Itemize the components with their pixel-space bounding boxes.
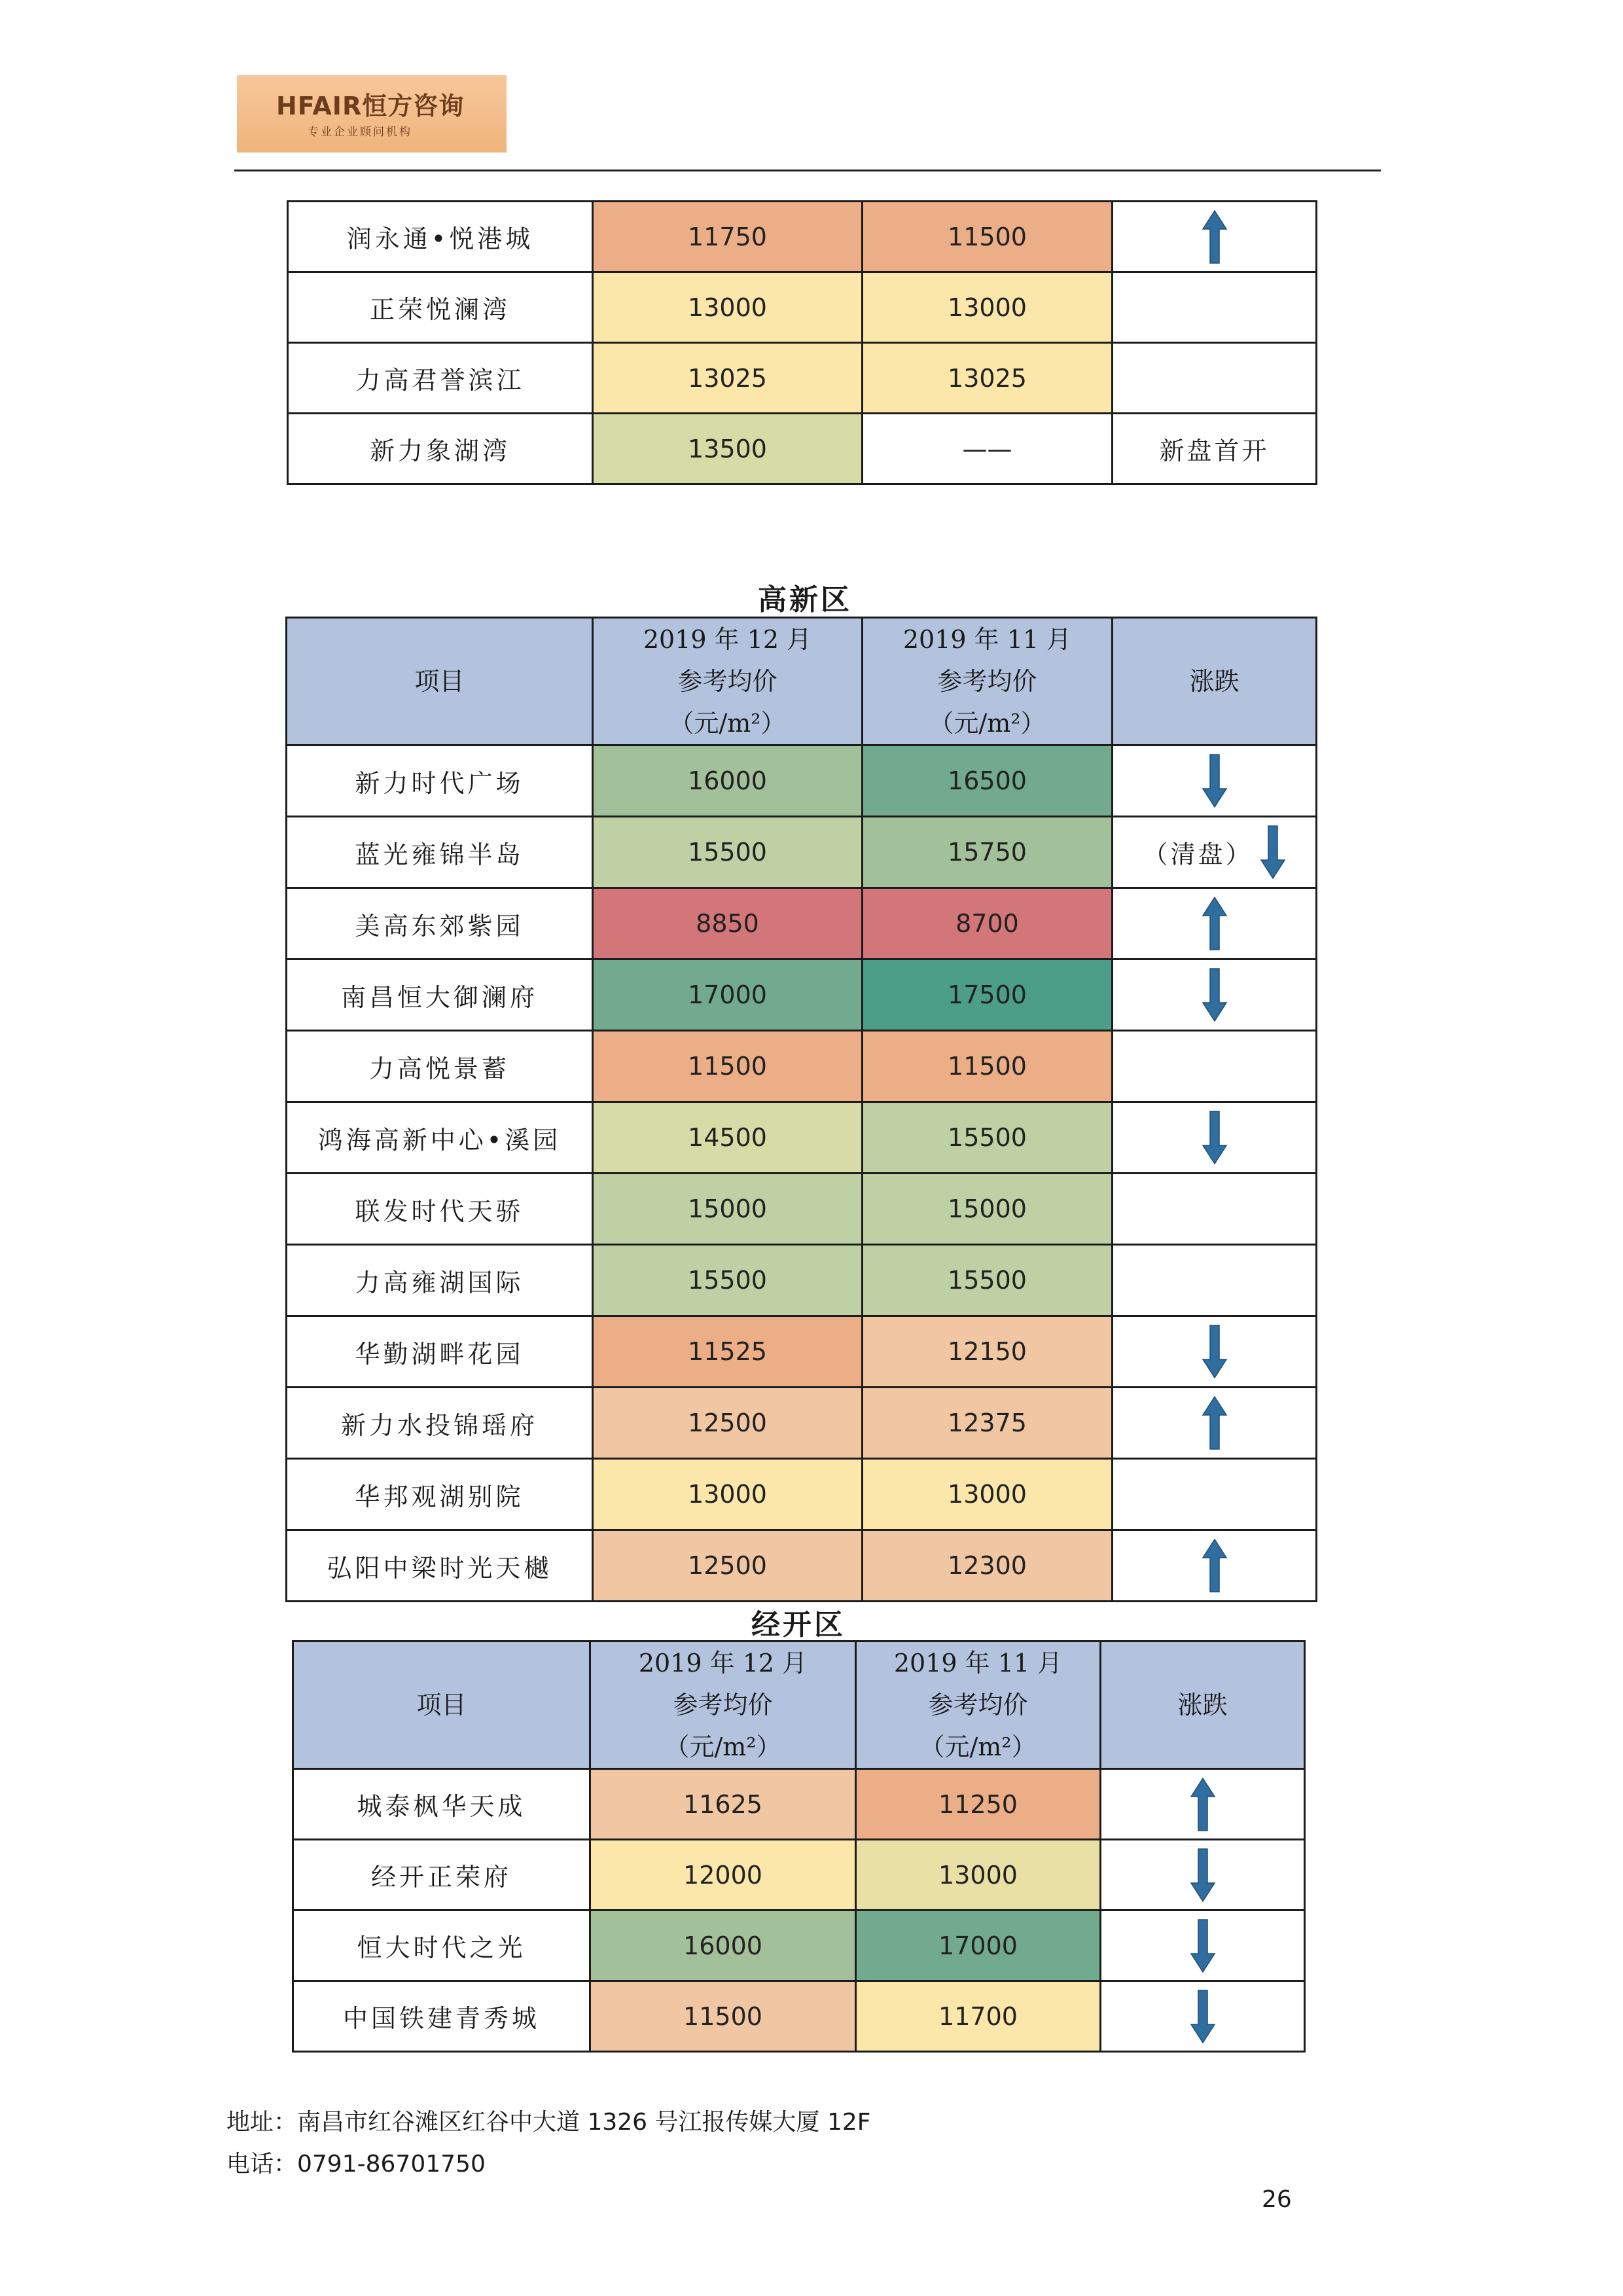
table-row: [293, 1981, 1305, 2052]
price-nov: 15000: [863, 1174, 1113, 1245]
price-nov: 17000: [856, 1910, 1101, 1981]
price-dec: 17000: [593, 960, 863, 1031]
project-name: 力高悦景蓄: [287, 1031, 593, 1102]
table-row: [287, 1316, 1317, 1388]
table-row: [287, 888, 1317, 960]
price-dec: 11750: [593, 202, 863, 272]
header-nov-label: 参考均价: [937, 667, 1037, 696]
section-title-jingkai: 经开区: [751, 1608, 846, 1641]
project-name: 弘阳中梁时光天樾: [287, 1530, 593, 1602]
arrow-down-icon: [1190, 1848, 1216, 1903]
project-name: 中国铁建青秀城: [293, 1981, 590, 2052]
trend-cell: [1101, 1769, 1305, 1840]
price-dec: 13000: [593, 272, 863, 343]
header-nov-month: 2019 年 11 月: [902, 625, 1072, 654]
header-nov-price: [863, 618, 1113, 745]
arrow-down-icon: [1202, 967, 1228, 1022]
table-row: [287, 960, 1317, 1031]
page-number: 26: [1262, 2186, 1292, 2213]
header-dec-price: [593, 618, 863, 745]
price-table-continued: [287, 200, 1317, 485]
arrow-up-icon: [1202, 896, 1228, 951]
price-dec: 11500: [590, 1981, 856, 2052]
header-dec-price: [590, 1641, 856, 1769]
price-nov: ——: [863, 414, 1113, 484]
table-row: [287, 1245, 1317, 1316]
trend-cell: [1113, 960, 1317, 1031]
trend-cell: [1113, 414, 1317, 484]
price-dec: 13000: [593, 1459, 863, 1530]
header-nov-label: 参考均价: [928, 1691, 1028, 1719]
trend-cell: [1113, 1245, 1317, 1316]
trend-cell: [1113, 1174, 1317, 1245]
project-name: 经开正荣府: [293, 1840, 590, 1910]
header-item: 项目: [287, 618, 593, 745]
trend-cell: [1113, 202, 1317, 272]
price-nov: 11500: [863, 202, 1113, 272]
price-nov: 11250: [856, 1769, 1101, 1840]
table-row: [287, 1031, 1317, 1102]
arrow-down-icon: [1190, 1989, 1216, 2044]
price-dec: 16000: [590, 1910, 856, 1981]
price-table-gaoxin: [285, 617, 1317, 1602]
trend-cell: [1113, 343, 1317, 414]
table-row: [293, 1769, 1305, 1840]
table-row: [287, 817, 1317, 888]
logo-title: HFAIR恒方咨询: [276, 92, 465, 120]
price-nov: 13000: [856, 1840, 1101, 1910]
price-nov: 15500: [863, 1102, 1113, 1174]
project-name: 润永通•悦港城: [288, 202, 593, 272]
trend-cell: [1113, 1530, 1317, 1602]
price-dec: 14500: [593, 1102, 863, 1174]
trend-note: 新盘首开: [1159, 437, 1270, 465]
header-trend: 涨跌: [1101, 1641, 1305, 1769]
project-name: 华邦观湖别院: [287, 1459, 593, 1530]
table-row: [287, 1530, 1317, 1602]
arrow-down-icon: [1202, 1110, 1228, 1165]
header-item: 项目: [293, 1641, 590, 1769]
arrow-up-icon: [1202, 1538, 1228, 1593]
price-nov: 15500: [863, 1245, 1113, 1316]
price-nov: 12300: [863, 1530, 1113, 1602]
header-dec-month: 2019 年 12 月: [643, 625, 812, 654]
table-row: [287, 1102, 1317, 1174]
arrow-down-icon: [1202, 1324, 1228, 1379]
table-row: [288, 272, 1317, 343]
trend-cell: [1101, 1910, 1305, 1981]
header-dec-label: 参考均价: [673, 1691, 773, 1719]
header-nov-month: 2019 年 11 月: [893, 1649, 1063, 1677]
price-nov: 13000: [863, 1459, 1113, 1530]
price-dec: 12000: [590, 1840, 856, 1910]
project-name: 恒大时代之光: [293, 1910, 590, 1981]
table-row: [288, 202, 1317, 272]
project-name: 正荣悦澜湾: [288, 272, 593, 343]
company-logo: [237, 75, 507, 152]
table-row: [288, 343, 1317, 414]
project-name: 力高雍湖国际: [287, 1245, 593, 1316]
price-dec: 11625: [590, 1769, 856, 1840]
price-nov: 12375: [863, 1388, 1113, 1459]
arrow-down-icon: [1190, 1918, 1216, 1973]
trend-cell: [1113, 1459, 1317, 1530]
price-dec: 11525: [593, 1316, 863, 1388]
price-dec: 15500: [593, 817, 863, 888]
price-dec: 12500: [593, 1388, 863, 1459]
project-name: 联发时代天骄: [287, 1174, 593, 1245]
price-nov: 15750: [863, 817, 1113, 888]
price-table-jingkai: [292, 1640, 1306, 2053]
price-dec: 12500: [593, 1530, 863, 1602]
table-row: [293, 1840, 1305, 1910]
project-name: 新力象湖湾: [288, 414, 593, 484]
price-nov: 13025: [863, 343, 1113, 414]
project-name: 蓝光雍锦半岛: [287, 817, 593, 888]
price-nov: 8700: [863, 888, 1113, 960]
section-title-gaoxin: 高新区: [758, 583, 852, 617]
arrow-down-icon: [1260, 825, 1286, 880]
table-row: [287, 1459, 1317, 1530]
header-nov-price: [856, 1641, 1101, 1769]
price-nov: 17500: [863, 960, 1113, 1031]
trend-cell: [1113, 1031, 1317, 1102]
trend-cell: [1101, 1981, 1305, 2052]
price-nov: 12150: [863, 1316, 1113, 1388]
header-dec-month: 2019 年 12 月: [638, 1649, 808, 1677]
price-nov: 13000: [863, 272, 1113, 343]
header-nov-unit: （元/m²）: [929, 709, 1046, 738]
project-name: 南昌恒大御澜府: [287, 960, 593, 1031]
price-dec: 13500: [593, 414, 863, 484]
price-nov: 16500: [863, 745, 1113, 817]
table-row: [287, 1174, 1317, 1245]
trend-note: （清盘）: [1143, 840, 1253, 869]
project-name: 新力时代广场: [287, 745, 593, 817]
price-dec: 15000: [593, 1174, 863, 1245]
logo-subtitle: 专业企业顾问机构: [308, 126, 412, 139]
project-name: 新力水投锦瑶府: [287, 1388, 593, 1459]
trend-cell: [1113, 272, 1317, 343]
footer-address: 地址：南昌市红谷滩区红谷中大道 1326 号江报传媒大厦 12F: [226, 2109, 871, 2136]
trend-cell: [1113, 1316, 1317, 1388]
price-nov: 11700: [856, 1981, 1101, 2052]
arrow-up-icon: [1202, 1395, 1228, 1450]
price-dec: 11500: [593, 1031, 863, 1102]
table-row: [287, 1388, 1317, 1459]
header-dec-unit: （元/m²）: [669, 709, 786, 738]
table-row: [288, 414, 1317, 484]
arrow-up-icon: [1190, 1777, 1216, 1832]
project-name: 美高东郊紫园: [287, 888, 593, 960]
price-dec: 16000: [593, 745, 863, 817]
header-trend: 涨跌: [1113, 618, 1317, 745]
project-name: 华勤湖畔花园: [287, 1316, 593, 1388]
arrow-up-icon: [1202, 209, 1228, 264]
trend-cell: [1113, 817, 1317, 888]
arrow-down-icon: [1202, 753, 1228, 808]
project-name: 城泰枫华天成: [293, 1769, 590, 1840]
table-row: [287, 745, 1317, 817]
price-dec: 15500: [593, 1245, 863, 1316]
header-divider: [234, 170, 1381, 171]
header-dec-unit: （元/m²）: [664, 1732, 781, 1761]
project-name: 鸿海高新中心•溪园: [287, 1102, 593, 1174]
price-dec: 13025: [593, 343, 863, 414]
trend-cell: [1113, 1388, 1317, 1459]
trend-cell: [1113, 888, 1317, 960]
trend-cell: [1113, 745, 1317, 817]
table-row: [293, 1910, 1305, 1981]
header-dec-label: 参考均价: [677, 667, 777, 696]
footer-phone: 电话：0791-86701750: [226, 2151, 486, 2178]
project-name: 力高君誉滨江: [288, 343, 593, 414]
price-nov: 11500: [863, 1031, 1113, 1102]
trend-cell: [1113, 1102, 1317, 1174]
header-nov-unit: （元/m²）: [919, 1732, 1037, 1761]
price-dec: 8850: [593, 888, 863, 960]
trend-cell: [1101, 1840, 1305, 1910]
